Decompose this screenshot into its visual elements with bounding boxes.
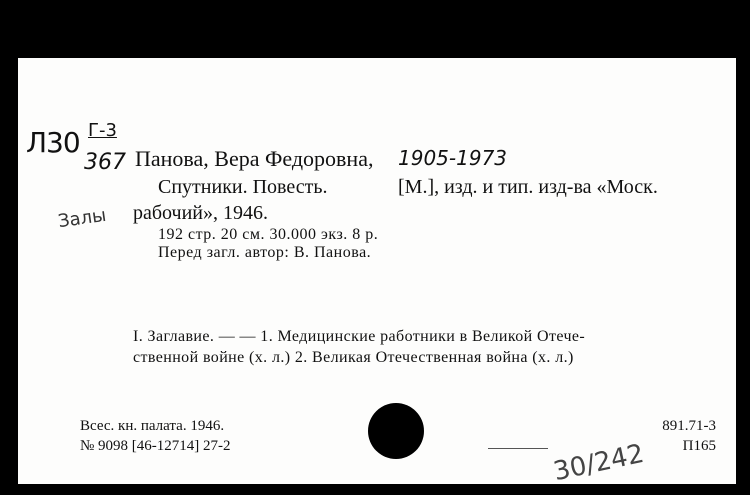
author-note: Перед загл. автор: В. Панова.: [158, 244, 372, 261]
shelf-mark-subscript: 367: [84, 150, 126, 175]
catalog-card: [18, 58, 736, 488]
classification-code: 891.71-3: [662, 418, 716, 434]
shelf-mark: Л30: [26, 126, 80, 159]
publication-info: [М.], изд. и тип. изд-ва «Моск.: [398, 176, 658, 198]
shelf-mark-superscript: Г-3: [88, 120, 117, 141]
subject-headings-line1: I. Заглавие. — — 1. Медицинские работники в Великой Отече-: [133, 328, 586, 345]
subject-headings-line2: ственной войне (х. л.) 2. Великая Отечественная война (х. л.): [133, 349, 574, 366]
smudge-line: [488, 448, 548, 449]
book-chamber-line2: № 9098 [46-12714] 27-2: [80, 438, 231, 454]
author-mark: П165: [682, 438, 716, 454]
stamp-handwriting: 30/242: [550, 438, 647, 488]
book-chamber-line1: Всес. кн. палата. 1946.: [80, 418, 225, 434]
margin-handwriting: Залы: [56, 204, 108, 233]
author-years: 1905-1973: [398, 146, 508, 170]
author-heading: Панова, Вера Федоровна,: [135, 146, 374, 171]
physical-description: 192 стр. 20 см. 30.000 экз. 8 р.: [158, 226, 379, 243]
card-punch-hole: [368, 403, 424, 459]
book-title: Спутники. Повесть.: [158, 176, 328, 198]
publication-info-cont: рабочий», 1946.: [133, 202, 268, 224]
